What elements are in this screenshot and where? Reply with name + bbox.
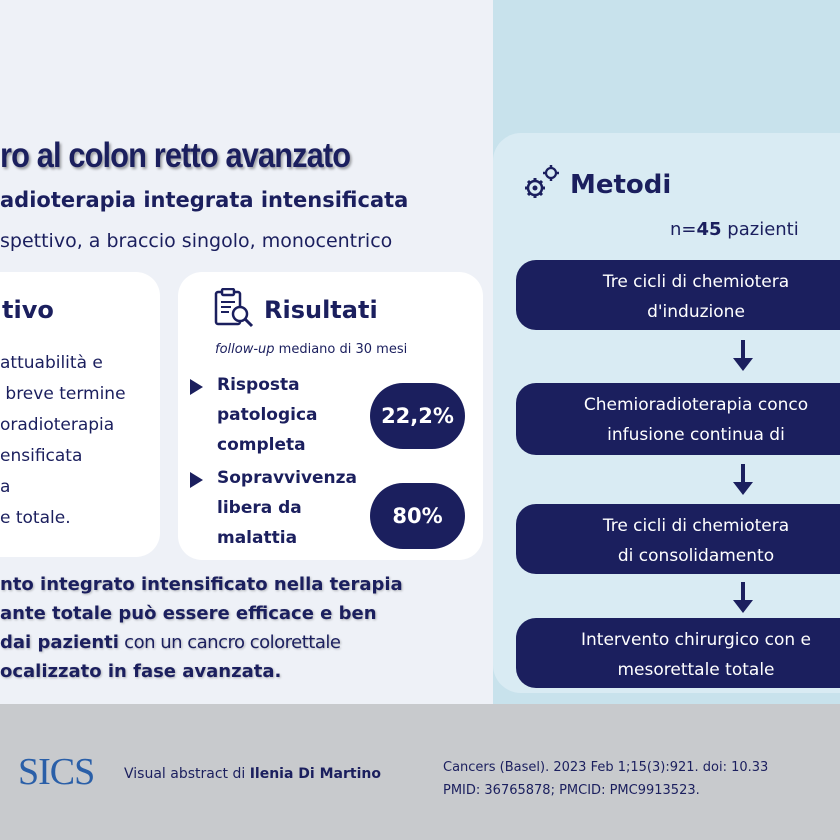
- abstract-title: ro al colon retto avanzato: [0, 136, 351, 175]
- result-label-dfs: Sopravvivenza libera da malattia: [217, 468, 358, 548]
- methods-title: Metodi: [570, 170, 672, 200]
- method-step-consolidation: Tre cicli di chemiotera di consolidamento: [516, 504, 840, 574]
- followup-text: follow-up mediano di 30 mesi: [215, 342, 408, 357]
- result-value-dfs: 80%: [370, 483, 465, 549]
- bullet-triangle-icon: [190, 472, 203, 488]
- study-type: spettivo, a braccio singolo, monocentrico: [0, 230, 393, 252]
- arrow-down-icon: [732, 464, 754, 496]
- citation: Cancers (Basel). 2023 Feb 1;15(3):921. doi: 10.33 PMID: 36765878; PMCID: PMC9913523.: [443, 760, 769, 798]
- arrow-down-icon: [732, 340, 754, 372]
- document-magnifier-icon: [213, 288, 255, 330]
- method-step-surgery: Intervento chirurgico con e mesorettale totale: [516, 618, 840, 688]
- gears-icon: [521, 162, 563, 204]
- abstract-subtitle: adioterapia integrata intensificata: [0, 188, 409, 212]
- bullet-triangle-icon: [190, 379, 203, 395]
- sics-logo: SICS: [18, 751, 95, 793]
- patient-count: n=45 pazienti: [670, 219, 799, 240]
- results-title: Risultati: [264, 296, 378, 324]
- objective-title: tivo: [2, 296, 54, 324]
- arrow-down-icon: [732, 582, 754, 614]
- conclusion-text: nto integrato intensificato nella terapia ante totale può essere efficace e ben dai pazienti con un cancro colorettale ocalizzato in fase avanzata.: [0, 574, 403, 682]
- method-step-chemoradiotherapy: Chemioradioterapia conco infusione continua di: [516, 383, 840, 455]
- method-step-induction: Tre cicli di chemiotera d'induzione: [516, 260, 840, 330]
- objective-text: attuabilità e breve termine oradioterapia ensificata a e totale.: [0, 353, 126, 528]
- author-credit: Visual abstract di Ilenia Di Martino: [124, 766, 381, 782]
- result-label-pcr: Risposta patologica completa: [217, 375, 318, 455]
- result-value-pcr: 22,2%: [370, 383, 465, 449]
